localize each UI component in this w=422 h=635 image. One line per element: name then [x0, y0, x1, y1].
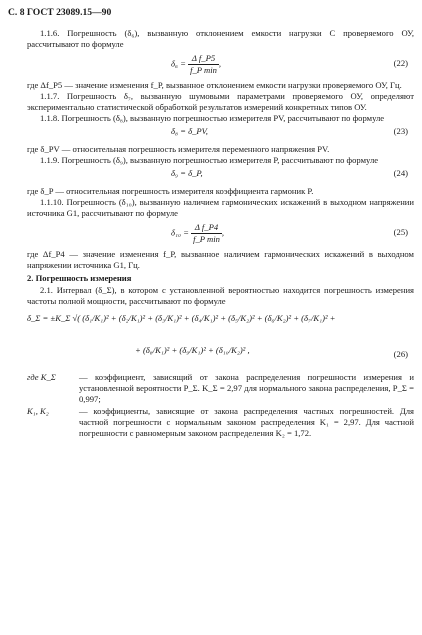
- definition-25: где Δf_P4 — значение изменения f_P, вызванное наличием гармонических искажений в выходном напряжении источника G1, Гц.: [27, 249, 414, 270]
- formula-25: δ₁₀ = $\frac{\text{Δ f\_P4}}{\text{f\_P min}}$ , (25): [171, 222, 408, 244]
- definition-22: где Δf_P5 — значение изменения f_P, вызванное отклонением емкости нагрузки проверяемого ОУ, Гц.: [27, 80, 402, 90]
- section-2-title: 2. Погрешность измерения: [27, 273, 132, 283]
- definition-text: — коэффициент, зависящий от закона распределения погрешности измерения и установленной вероятности P_Σ. K_Σ = 2,97 для нормального закона распределения, P_Σ = 0,997;: [79, 372, 414, 404]
- formula-22-denominator: f_P min: [190, 65, 217, 75]
- clause-2-1: 2.1. Интервал (δ_Σ), в котором с установленной вероятностью находится погрешность измерения частоты полной мощности, рассчитывают по формуле: [27, 285, 414, 306]
- formula-26-line-1: δ_Σ = ±K_Σ √( (δ₁/K₁)² + (δ₂/K₁)² + (δ₃/K₁)² + (δ₄/K₁)² + (δ₅/K₂)² + (δ₆/K₂)² + (δ₇/K₁)² +: [27, 313, 336, 323]
- formula-25-left: δ₁₀ =: [171, 227, 189, 238]
- formula-26-line-2: + (δ₈/K₁)² + (δ₉/K₁)² + (δ₁₀/K₂)² ,: [135, 345, 250, 355]
- definition-text: — коэффициенты, зависящие от закона распределения частных погрешностей. Для частной погрешности с нормальным законом распределения K₁ = 2,97. Для частной погрешности с равномерным законом распределения K₂ = 1,72.: [79, 406, 414, 438]
- page-header: С. 8 ГОСТ 23089.15—90: [8, 7, 112, 18]
- definition-k-sigma: [27, 372, 414, 405]
- formula-22-numerator: Δ f_P5: [188, 53, 219, 65]
- formula-26: [27, 309, 414, 371]
- formula-22: δ₆ = $\frac{\text{Δ f\_P5}}{\text{f\_P min}}$ , (22): [171, 53, 408, 75]
- formula-25-denominator: f_P min: [193, 234, 220, 244]
- equation-number-24: (24): [393, 168, 408, 178]
- formula-24-expression: δ₉ = δ_P,: [171, 168, 203, 178]
- formula-22-left: δ₆ =: [171, 58, 186, 69]
- formula-24: [27, 166, 414, 186]
- document-body: [27, 28, 414, 440]
- formula-25-numerator: Δ f_P4: [191, 222, 222, 234]
- clause-1-1-7: 1.1.7. Погрешность δ₇, вызванную шумовыми параметрами проверяемого ОУ, определяют экспериментально статистической обработкой результатов измерений конкретных типов ОУ.: [27, 91, 414, 112]
- equation-number-22: (22): [393, 58, 408, 68]
- clause-1-1-6: 1.1.6. Погрешность (δ₆), вызванную отклонением емкости нагрузки C проверяемого ОУ, рассчитывают по формуле: [27, 28, 414, 49]
- definition-24: где δ_P — относительная погрешность измерителя коэффициента гармоник P.: [27, 186, 314, 196]
- definition-symbol: где K_Σ: [27, 372, 56, 382]
- formula-23: [27, 124, 414, 144]
- clause-1-1-8: 1.1.8. Погрешность (δ₈), вызванную погрешностью измерителя PV, рассчитывают по формуле: [40, 113, 385, 123]
- formula-23-expression: δ₈ = δ_PV,: [171, 126, 208, 136]
- clause-1-1-10: 1.1.10. Погрешность (δ₁₀), вызванную наличием гармонических искажений в выходном напряжении источника G1, рассчитывают по формуле: [27, 197, 414, 218]
- definition-k1-k2: [27, 406, 414, 439]
- equation-number-26: (26): [393, 349, 408, 359]
- clause-1-1-9: 1.1.9. Погрешность (δ₉), вызванную погрешностью измерителя P, рассчитывают по формуле: [40, 155, 379, 165]
- definition-23: где δ_PV — относительная погрешность измерителя переменного напряжения PV.: [27, 144, 330, 154]
- definition-symbol: K₁, K₂: [27, 406, 49, 416]
- equation-number-25: (25): [393, 227, 408, 237]
- equation-number-23: (23): [393, 126, 408, 136]
